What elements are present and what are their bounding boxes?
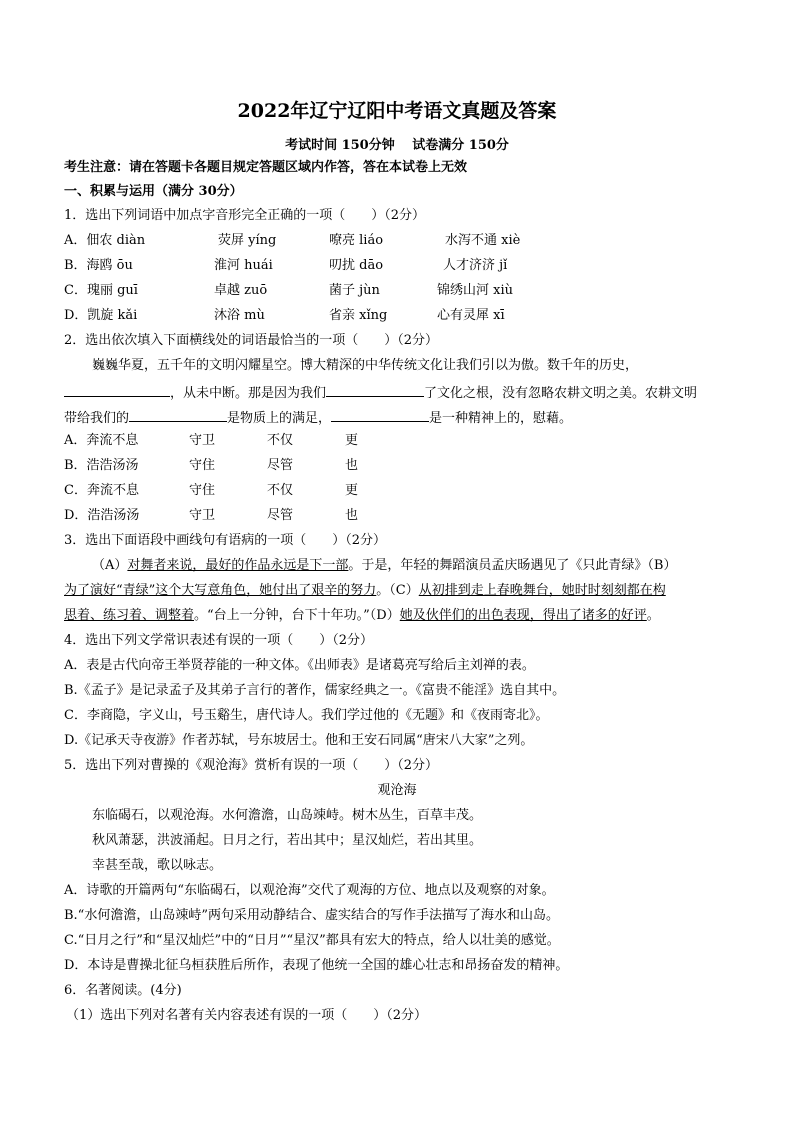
q3-sentence-d: 她及伙伴们的出色表现，得出了诸多的好评 bbox=[399, 608, 647, 623]
poem-line-1: 东临碣石，以观沧海。水何澹澹，山岛竦峙。树木丛生，百草丰茂。 bbox=[92, 808, 483, 823]
q2-option-d-4: 也 bbox=[345, 508, 359, 523]
q2-blank-3 bbox=[129, 407, 227, 422]
q1-option-c-1: C．瑰丽 guī bbox=[64, 283, 138, 298]
q3-passage-line-3 bbox=[64, 607, 660, 625]
q2-passage-line-1: 巍巍华夏，五千年的文明闪耀星空。博大精深的中华传统文化让我们引以为傲。数千年的历史， bbox=[92, 358, 639, 373]
q6-sub1-stem: （1）选出下列对名著有关内容表述有误的一项（ ）（2分） bbox=[66, 1008, 428, 1023]
exam-title: 2022年辽宁辽阳中考语文真题及答案 bbox=[237, 100, 557, 122]
q4-option-d: D.《记承天寺夜游》作者苏轼，号东坡居士。他和王安石同属“唐宋八大家”之列。 bbox=[64, 733, 534, 748]
q3-sentence-c-part2: 思着、练习着、调整着 bbox=[64, 608, 195, 623]
q2-stem: 2．选出依次填入下面横线处的词语最恰当的一项（ ）（2分） bbox=[64, 333, 439, 348]
q2-option-b-2: 守住 bbox=[189, 458, 216, 473]
q1-option-b-1: B．海鸥 ōu bbox=[64, 258, 133, 273]
exam-subtitle: 考试时间 150分钟 试卷满分 150分 bbox=[285, 138, 509, 153]
q5-stem: 5．选出下列对曹操的《观沧海》赏析有误的一项（ ）（2分） bbox=[64, 758, 439, 773]
q5-option-c: C.“日月之行”和“星汉灿烂”中的“日月”“星汉”都具有宏大的特点，给人以壮美的感觉。 bbox=[64, 933, 560, 948]
q2-option-a-4: 更 bbox=[345, 433, 359, 448]
q3-sentence-c-part1: 从初排到走上春晚舞台，她时时刻刻都在构 bbox=[418, 583, 666, 598]
q1-option-b-4: 人才济济 jǐ bbox=[443, 258, 508, 273]
q2-option-d-2: 守卫 bbox=[189, 508, 216, 523]
q3-passage-line-1 bbox=[92, 557, 676, 575]
q2-option-c-2: 守住 bbox=[189, 483, 216, 498]
q2-blank-1 bbox=[64, 382, 170, 397]
q2-option-d-1: D．浩浩汤汤 bbox=[64, 508, 140, 523]
q5-option-b: B.“水何澹澹，山岛竦峙”两句采用动静结合、虚实结合的写作手法描写了海水和山岛。 bbox=[64, 908, 559, 923]
q2-option-c-1: C．奔流不息 bbox=[64, 483, 139, 498]
q2-blank-4 bbox=[331, 407, 429, 422]
q2-option-a-1: A．奔流不息 bbox=[64, 433, 139, 448]
q2-passage-line-3 bbox=[64, 407, 572, 428]
q1-option-d-1: D．凯旋 kǎi bbox=[64, 308, 138, 323]
q2-text-2a: ，从未中断。那是因为我们 bbox=[170, 386, 327, 401]
q4-option-b: B.《孟子》是记录孟子及其弟子言行的著作，儒家经典之一。《富贵不能淫》选自其中。 bbox=[64, 683, 566, 698]
q2-option-b-3: 尽管 bbox=[267, 458, 294, 473]
q4-option-a: A．表是古代向帝王举贤荐能的一种文体。《出师表》是诸葛亮写给后主刘禅的表。 bbox=[64, 658, 535, 673]
q1-option-d-3: 省亲 xǐng bbox=[329, 308, 388, 323]
q3-label-c: 。（C） bbox=[376, 583, 419, 598]
q3-text-3d: 。 bbox=[646, 608, 660, 623]
q2-option-c-4: 更 bbox=[345, 483, 359, 498]
q4-option-c: C．李商隐，字义山，号玉谿生，唐代诗人。我们学过他的《无题》和《夜雨寄北》。 bbox=[64, 708, 549, 723]
q1-option-b-2: 淮河 huái bbox=[214, 258, 273, 273]
q2-blank-2 bbox=[326, 382, 424, 397]
q3-sentence-b: 为了演好“青绿”这个大写意角色，她付出了艰辛的努力 bbox=[64, 583, 377, 598]
q2-option-b-4: 也 bbox=[345, 458, 359, 473]
q3-text-3b: 。“台上一分钟，台下十年功。”（D） bbox=[194, 608, 400, 623]
q2-option-c-3: 不仅 bbox=[267, 483, 294, 498]
q2-text-3c: 是一种精神上的，慰藉。 bbox=[429, 411, 573, 426]
q1-option-d-2: 沐浴 mù bbox=[214, 308, 265, 323]
q2-option-a-3: 不仅 bbox=[267, 433, 294, 448]
q1-option-c-4: 锦绣山河 xiù bbox=[437, 283, 513, 298]
q1-option-c-2: 卓越 zuō bbox=[214, 283, 268, 298]
q3-passage-line-2 bbox=[64, 582, 666, 600]
q6-stem: 6．名著阅读。(4分) bbox=[64, 983, 182, 998]
q1-option-a-1: A．佃农 diàn bbox=[64, 233, 146, 248]
q2-text-2b: 了文化之根，没有忽略农耕文明之美。农耕文明 bbox=[424, 386, 698, 401]
exam-notice: 考生注意：请在答题卡各题目规定答题区域内作答，答在本试卷上无效 bbox=[64, 160, 468, 175]
q3-sentence-a: 对舞者来说，最好的作品永远是下一部 bbox=[127, 558, 349, 573]
q3-stem: 3．选出下面语段中画线句有语病的一项（ ）（2分） bbox=[64, 533, 387, 548]
q1-option-a-3: 嘹亮 liáo bbox=[329, 233, 384, 248]
poem-line-3: 幸甚至哉，歌以咏志。 bbox=[92, 858, 223, 873]
q2-text-3a: 带给我们的 bbox=[64, 411, 130, 426]
q1-option-d-4: 心有灵犀 xī bbox=[437, 308, 505, 323]
q3-text-1c: 。于是，年轻的舞蹈演员孟庆旸遇见了《只此青绿》（B） bbox=[348, 558, 677, 573]
q2-passage-line-2 bbox=[64, 382, 697, 403]
q1-stem: 1．选出下列词语中加点字音形完全正确的一项（ ）（2分） bbox=[64, 208, 426, 223]
q5-option-a: A．诗歌的开篇两句“东临碣石，以观沧海”交代了观海的方位、地点以及观察的对象。 bbox=[64, 883, 555, 898]
q1-option-a-4: 水泻不通 xiè bbox=[445, 233, 521, 248]
section-heading: 一、积累与运用（满分 30分） bbox=[64, 184, 243, 199]
q1-option-b-3: 叨扰 dāo bbox=[329, 258, 384, 273]
q2-option-a-2: 守卫 bbox=[189, 433, 216, 448]
q4-stem: 4．选出下列文学常识表述有误的一项（ ）（2分） bbox=[64, 633, 374, 648]
q1-option-c-3: 菌子 jùn bbox=[329, 283, 380, 298]
q2-text-3b: 是物质上的满足， bbox=[227, 411, 332, 426]
q1-option-a-2: 荧屏 yíng bbox=[218, 233, 277, 248]
q5-option-d: D．本诗是曹操北征乌桓获胜后所作，表现了他统一全国的雄心壮志和昂扬奋发的精神。 bbox=[64, 958, 569, 973]
poem-title: 观沧海 bbox=[377, 783, 417, 798]
q3-label-a: （A） bbox=[92, 558, 128, 573]
q2-option-d-3: 尽管 bbox=[267, 508, 294, 523]
q2-option-b-1: B．浩浩汤汤 bbox=[64, 458, 139, 473]
poem-line-2: 秋风萧瑟，洪波涌起。日月之行，若出其中；星汉灿烂，若出其里。 bbox=[92, 833, 483, 848]
